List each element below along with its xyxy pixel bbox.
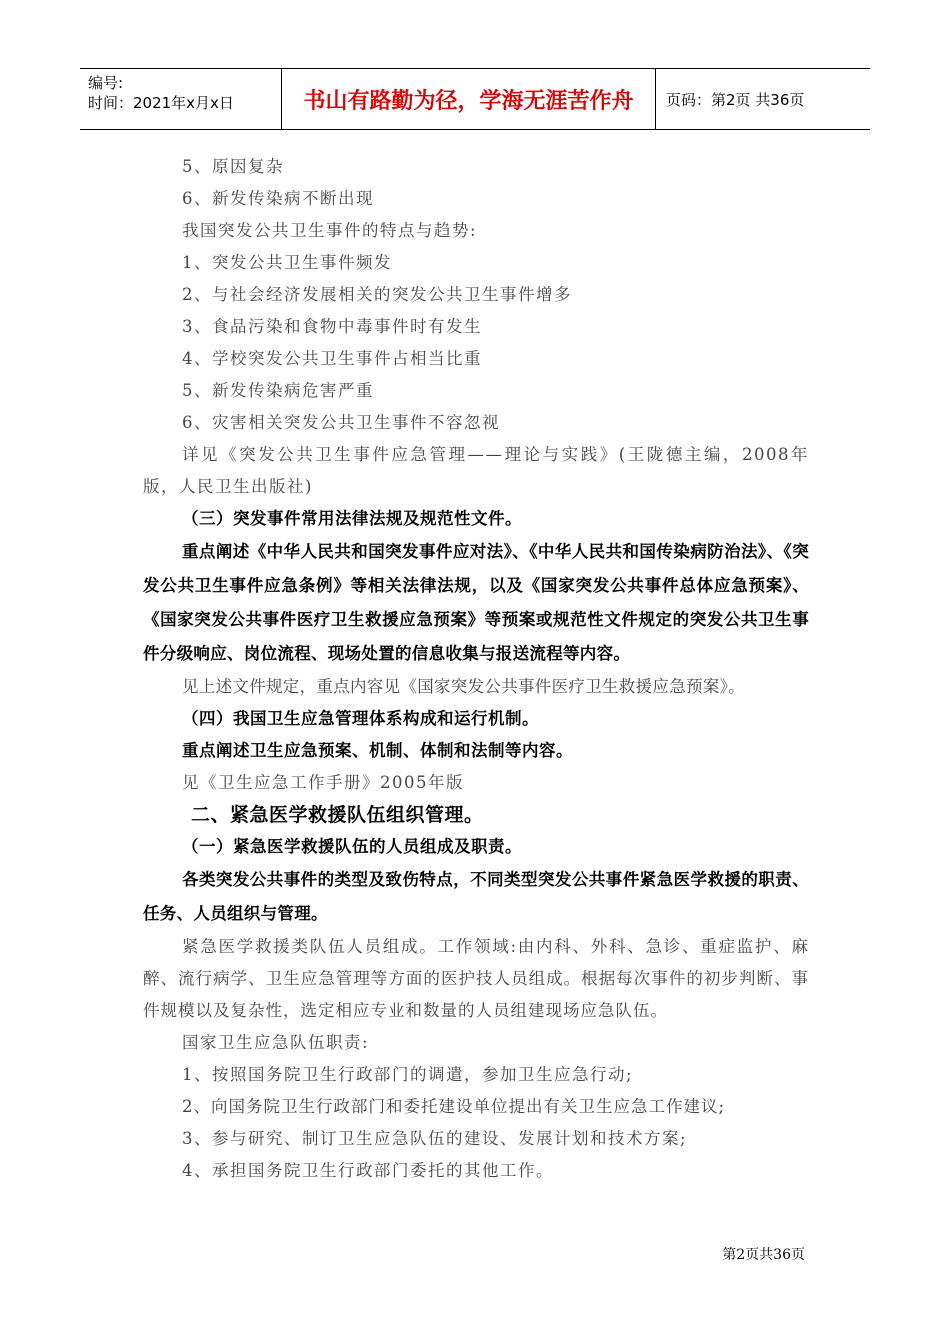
list-item: 4、承担国务院卫生行政部门委托的其他工作。 bbox=[182, 1161, 554, 1180]
list-item: 1、突发公共卫生事件频发 bbox=[182, 253, 392, 272]
list-item: 5、新发传染病危害严重 bbox=[182, 381, 374, 400]
list-item: 3、食品污染和食物中毒事件时有发生 bbox=[182, 317, 482, 336]
part-2-title: 二、紧急医学救援队伍组织管理。 bbox=[191, 804, 484, 826]
section-4-note: 见《卫生应急工作手册》2005年版 bbox=[182, 773, 464, 792]
list-item: 2、与社会经济发展相关的突发公共卫生事件增多 bbox=[182, 285, 572, 304]
header-meta bbox=[80, 69, 282, 129]
list-item: 2、向国务院卫生行政部门和委托建设单位提出有关卫生应急工作建议; bbox=[182, 1097, 726, 1116]
header-page-number: 页码：第2页 共36页 bbox=[666, 90, 805, 109]
section-3-note: 见上述文件规定，重点内容见《国家突发公共事件医疗卫生救援应急预案》。 bbox=[182, 677, 745, 696]
section-4-title: （四）我国卫生应急管理体系构成和运行机制。 bbox=[182, 709, 539, 728]
document-number-label: 编号: bbox=[88, 74, 124, 92]
reference-paragraph: 详见《突发公共卫生事件应急管理——理论与实践》(王陇德主编，2008年版，人民卫生出版社) bbox=[143, 445, 809, 496]
part-2-text: 紧急医学救援类队伍人员组成。工作领域:由内科、外科、急诊、重症监护、麻醉、流行病学、卫生应急管理等方面的医护技人员组成。根据每次事件的初步判断、事件规模以及复杂性，选定相应专业和数量的人员组建现场应急队伍。 bbox=[143, 937, 809, 1020]
document-date: 时间：2021年x月x日 bbox=[88, 94, 234, 112]
list-item: 3、参与研究、制订卫生应急队伍的建设、发展计划和技术方案; bbox=[182, 1129, 688, 1148]
list-item: 5、原因复杂 bbox=[182, 157, 284, 176]
list-item: 6、新发传染病不断出现 bbox=[182, 189, 374, 208]
duties-title: 国家卫生应急队伍职责: bbox=[182, 1033, 370, 1052]
page-footer: 第2页共36页 bbox=[722, 1247, 805, 1263]
header-motto: 书山有路勤为径，学海无涯苦作舟 bbox=[282, 69, 656, 129]
page-header bbox=[80, 68, 870, 130]
part-2-subtitle: （一）紧急医学救援队伍的人员组成及职责。 bbox=[182, 837, 522, 856]
section-4-body: 重点阐述卫生应急预案、机制、体制和法制等内容。 bbox=[182, 741, 573, 760]
part-2-body: 各类突发公共事件的类型及致伤特点，不同类型突发公共事件紧急医学救援的职责、任务、人员组织与管理。 bbox=[143, 870, 809, 923]
paragraph: 我国突发公共卫生事件的特点与趋势: bbox=[182, 221, 478, 240]
list-item: 6、灾害相关突发公共卫生事件不容忽视 bbox=[182, 413, 500, 432]
section-3-title: （三）突发事件常用法律法规及规范性文件。 bbox=[182, 509, 522, 528]
list-item: 4、学校突发公共卫生事件占相当比重 bbox=[182, 349, 482, 368]
document-body bbox=[143, 151, 809, 1187]
section-3-body: 重点阐述《中华人民共和国突发事件应对法》、《中华人民共和国传染病防治法》、《突发公共卫生事件应急条例》等相关法律法规，以及《国家突发公共事件总体应急预案》、《国家突发公共事件医疗卫生救援应急预案》等预案或规范性文件规定的突发公共卫生事件分级响应、岗位流程、现场处置的信息收集与报送流程等内容。 bbox=[143, 542, 809, 663]
list-item: 1、按照国务院卫生行政部门的调遣，参加卫生应急行动; bbox=[182, 1065, 634, 1084]
